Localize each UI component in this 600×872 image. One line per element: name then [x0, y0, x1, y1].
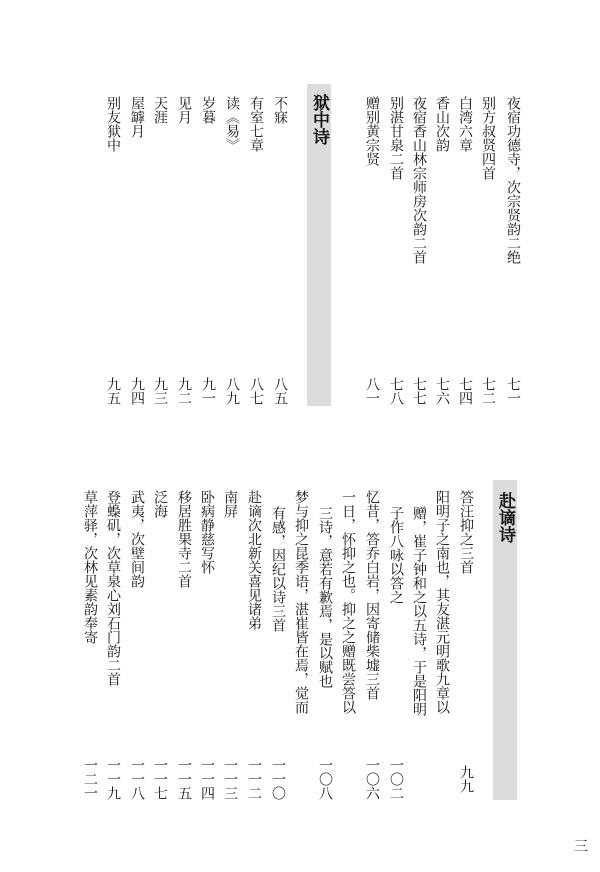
toc-entry-title: 不寐: [272, 96, 288, 124]
toc-entry-page: 一〇二: [388, 758, 404, 800]
toc-entry-page: 八一: [364, 377, 380, 405]
toc-entry-title: 忆昔，答乔白岩，因寄储柴墟三首: [364, 490, 380, 700]
toc-entry-title-cont: 三诗，意若有歉焉，是以赋也: [317, 506, 333, 688]
toc-entry-page: 九一: [200, 377, 216, 405]
toc-entry-title: 别方叔贤四首: [480, 96, 496, 180]
toc-entry-title: 赠别黄宗贤: [364, 96, 380, 166]
toc-entry-page: 九九: [458, 765, 474, 793]
toc-entry-title: 天涯: [152, 96, 168, 124]
toc-entry-page: 一一〇: [270, 758, 286, 800]
toc-entry-title: 答汪抑之三首: [458, 490, 474, 574]
toc-entry-page: 九三: [152, 377, 168, 405]
toc-entry-page: 七二: [480, 377, 496, 405]
toc-entry-title: 夜宿功德寺，次宗贤韵二绝: [505, 96, 521, 264]
toc-entry-title: 有室七章: [248, 96, 264, 152]
toc-entry-title: 岁暮: [200, 96, 216, 124]
toc-entry-title: 赴谪次北新关喜见诸弟: [246, 490, 262, 630]
toc-entry-page: 八五: [272, 377, 288, 405]
toc-entry-title: 梦与抑之昆季语，湛崔皆在焉，觉而: [293, 490, 309, 714]
toc-entry-page: 八九: [224, 377, 240, 405]
toc-entry-title: 卧病静慈写怀: [199, 490, 215, 574]
toc-entry-title: 南屏: [222, 490, 238, 518]
toc-entry-title-cont: 赠，崔子钟和之以五诗，于是阳明: [411, 506, 427, 716]
section-heading: 赴谪诗: [495, 492, 515, 543]
toc-entry-title: 泛海: [152, 490, 168, 518]
toc-entry-page: 七六: [434, 377, 450, 405]
toc-entry-page: 一一二: [246, 758, 262, 800]
toc-entry-title: 别友狱中: [105, 96, 121, 152]
toc-entry-title: 读《易》: [224, 96, 240, 152]
page-number: 三: [574, 839, 588, 855]
toc-entry-title-cont: 子作八咏以答之: [388, 506, 404, 604]
section-heading-box: [493, 480, 517, 800]
toc-entry-page: 一一五: [176, 758, 192, 800]
toc-entry-page: 七七: [411, 377, 427, 405]
toc-entry-title: 见月: [176, 96, 192, 124]
toc-entry-page: 九四: [129, 377, 145, 405]
toc-entry-title: 登蟂矶，次草泉心刘石门韵二首: [105, 490, 121, 686]
toc-entry-title: 一日，怀抑之也。抑之之赠既尝答以: [340, 490, 356, 714]
toc-entry-page: 一一八: [129, 758, 145, 800]
toc-entry-title: 白湾六章: [457, 96, 473, 152]
toc-entry-page: 九五: [105, 377, 121, 405]
toc-entry-page: 八七: [248, 377, 264, 405]
toc-entry-page: 七四: [457, 377, 473, 405]
toc-entry-title: 别湛甘泉二首: [388, 96, 404, 180]
toc-entry-page: 一一三: [222, 758, 238, 800]
toc-entry-title: 移居胜果寺二首: [176, 490, 192, 588]
toc-entry-page: 一二一: [82, 758, 98, 800]
toc-entry-page: 一一九: [105, 758, 121, 800]
toc-entry-page: 七一: [505, 377, 521, 405]
toc-entry-title: 香山次韵: [434, 96, 450, 152]
toc-entry-title: 阳明子之南也，其友湛元明歌九章以: [434, 490, 450, 714]
toc-entry-title: 夜宿香山林宗师房次韵二首: [411, 96, 427, 264]
toc-entry-page: 九二: [176, 377, 192, 405]
section-heading: 狱中诗: [309, 94, 329, 145]
toc-entry-page: 七八: [388, 377, 404, 405]
toc-entry-title-cont: 有感，因纪以诗三首: [270, 506, 286, 632]
toc-entry-title: 屋罅月: [129, 96, 145, 138]
toc-entry-page: 一〇八: [317, 758, 333, 800]
toc-entry-page: 一一四: [199, 758, 215, 800]
toc-entry-title: 武夷，次壁间韵: [129, 490, 145, 588]
toc-entry-title: 草萍驿，次林见素韵奉寄: [82, 490, 98, 644]
toc-entry-page: 一〇六: [364, 758, 380, 800]
section-heading-box: [307, 84, 331, 406]
toc-entry-page: 一一七: [152, 758, 168, 800]
